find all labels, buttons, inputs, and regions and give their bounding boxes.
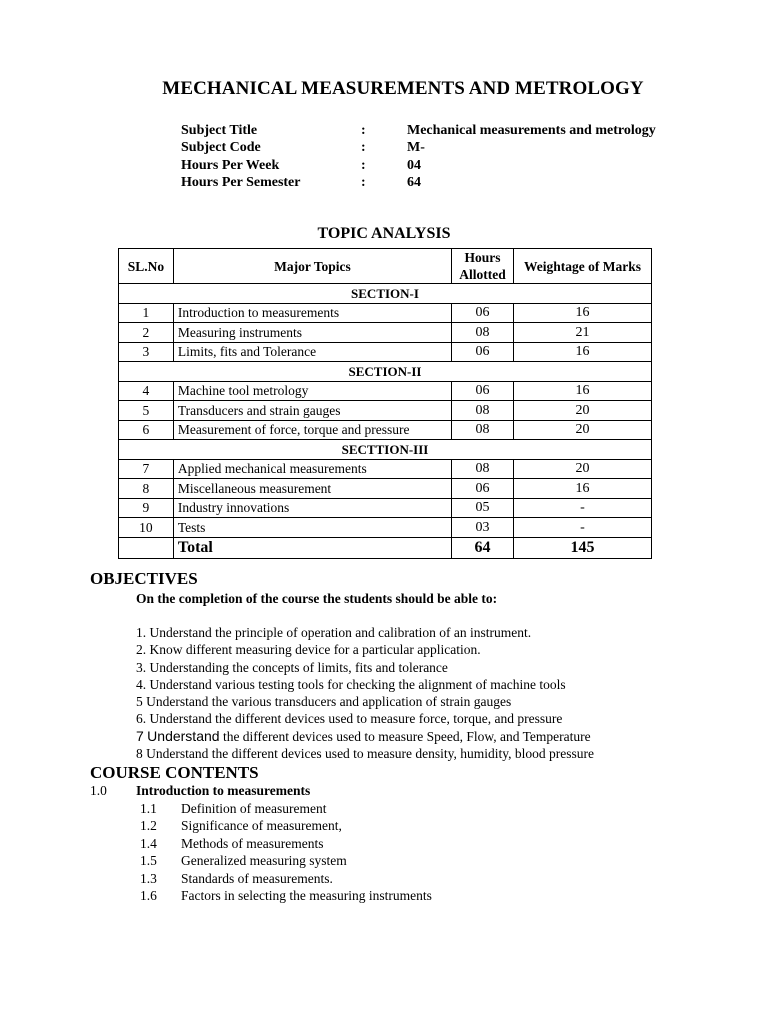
table-row xyxy=(119,498,652,518)
cell-topic: Machine tool metrology xyxy=(173,381,451,401)
cell-topic: Introduction to measurements xyxy=(173,303,451,323)
table-row xyxy=(119,518,652,538)
unit-title: Introduction to measurements xyxy=(136,783,311,798)
cell-weight: 16 xyxy=(513,381,651,401)
meta-label: Hours Per Semester xyxy=(181,174,301,190)
list-item xyxy=(136,745,594,762)
cell-topic: Measuring instruments xyxy=(173,323,451,343)
section-row xyxy=(119,284,652,304)
cell-topic: Limits, fits and Tolerance xyxy=(173,342,451,362)
list-item xyxy=(140,835,640,852)
cell-hours: 06 xyxy=(452,479,514,499)
cell-sl: 9 xyxy=(119,498,174,518)
objective-text: Know different measuring device for a particular application. xyxy=(149,642,481,658)
objectives-intro: On the completion of the course the students should be able to: xyxy=(136,591,498,606)
topic-analysis-heading: TOPIC ANALYSIS xyxy=(317,225,451,242)
subtopic-list xyxy=(140,800,640,904)
cell-sl: 6 xyxy=(119,420,174,440)
cell-weight: - xyxy=(513,518,651,538)
objective-text: Understand the principle of operation and calibration of an instrument. xyxy=(149,625,532,640)
list-item xyxy=(136,641,594,658)
table-row xyxy=(119,342,652,362)
subtopic-text: Generalized measuring system xyxy=(181,853,347,869)
subtopic-text: Significance of measurement, xyxy=(181,818,342,834)
cell-weight: 20 xyxy=(513,459,651,479)
objective-number: 3. xyxy=(136,659,147,675)
list-item xyxy=(136,624,594,641)
cell-weight: - xyxy=(513,498,651,518)
objective-number: 1. xyxy=(136,625,147,640)
topic-analysis-table xyxy=(118,248,652,559)
subtopic-number: 1.4 xyxy=(140,835,157,851)
cell-weight: 20 xyxy=(513,401,651,421)
table-row xyxy=(119,420,652,440)
meta-row-subject-code xyxy=(0,139,768,156)
objectives-heading: OBJECTIVES xyxy=(90,569,198,588)
meta-colon: : xyxy=(361,157,366,173)
unit-number: 1.0 xyxy=(90,783,107,798)
objective-number: 6. xyxy=(136,711,147,727)
total-row xyxy=(119,537,652,558)
meta-value: Mechanical measurements and metrology xyxy=(407,123,656,138)
meta-colon: : xyxy=(361,174,366,190)
subtopic-text: Definition of measurement xyxy=(181,801,327,816)
objective-number: 5 xyxy=(136,694,143,710)
meta-colon: : xyxy=(361,123,366,138)
cell-sl: 8 xyxy=(119,479,174,499)
cell-topic: Applied mechanical measurements xyxy=(173,459,451,479)
list-item xyxy=(136,659,594,676)
cell-topic: Measurement of force, torque and pressure xyxy=(173,420,451,440)
section-row xyxy=(119,362,652,382)
cell-hours: 03 xyxy=(452,518,514,538)
cell-hours: 08 xyxy=(452,323,514,343)
objective-number: 8 xyxy=(136,746,143,762)
subtopic-number: 1.6 xyxy=(140,887,157,903)
meta-value: 64 xyxy=(407,174,421,190)
total-weight: 145 xyxy=(513,537,651,558)
course-contents-heading: COURSE CONTENTS xyxy=(90,763,259,782)
section-label: SECTTION-III xyxy=(119,440,652,460)
cell-sl: 10 xyxy=(119,518,174,538)
objective-lead-word: Understand xyxy=(147,727,220,744)
subtopic-number: 1.1 xyxy=(140,801,157,816)
cell-weight: 16 xyxy=(513,479,651,499)
cell-hours: 06 xyxy=(452,381,514,401)
cell-hours: 08 xyxy=(452,459,514,479)
meta-colon: : xyxy=(361,140,366,156)
subtopic-number: 1.3 xyxy=(140,870,157,886)
table-row xyxy=(119,303,652,323)
cell-sl: 7 xyxy=(119,459,174,479)
meta-label: Hours Per Week xyxy=(181,157,280,173)
objective-text: Understanding the concepts of limits, fits and tolerance xyxy=(149,659,448,675)
cell-sl: 2 xyxy=(119,323,174,343)
cell-hours: 06 xyxy=(452,303,514,323)
table-row xyxy=(119,459,652,479)
cell-hours: 08 xyxy=(452,420,514,440)
subtopic-number: 1.2 xyxy=(140,818,157,834)
cell-sl: 4 xyxy=(119,381,174,401)
subject-meta xyxy=(0,122,768,191)
list-item xyxy=(140,817,640,834)
table-row xyxy=(119,381,652,401)
header-hours-allotted: Hours Allotted xyxy=(452,249,514,284)
total-label: Total xyxy=(173,537,451,558)
objective-number: 7 xyxy=(136,727,144,744)
list-item xyxy=(140,852,640,869)
cell-topic: Miscellaneous measurement xyxy=(173,479,451,499)
meta-value: M- xyxy=(407,140,425,156)
section-row xyxy=(119,440,652,460)
list-item xyxy=(140,800,640,817)
cell-hours: 05 xyxy=(452,498,514,518)
objective-number: 4. xyxy=(136,676,147,692)
section-label: SECTION-II xyxy=(119,362,652,382)
list-item xyxy=(140,887,640,904)
objective-text: Understand the different devices used to measure force, torque, and pressure xyxy=(149,711,563,727)
objectives-list xyxy=(136,624,594,762)
cell-sl: 3 xyxy=(119,342,174,362)
cell-topic: Tests xyxy=(173,518,451,538)
header-weightage: Weightage of Marks xyxy=(513,249,651,284)
table-row xyxy=(119,323,652,343)
subtopic-text: Methods of measurements xyxy=(181,835,324,851)
meta-label: Subject Title xyxy=(181,123,258,138)
cell-topic: Industry innovations xyxy=(173,498,451,518)
objective-text: the different devices used to measure Speed, Flow, and Temperature xyxy=(222,728,591,744)
list-item xyxy=(136,693,594,710)
cell-weight: 21 xyxy=(513,323,651,343)
objective-text: Understand the different devices used to measure density, humidity, blood pressure xyxy=(146,746,595,762)
list-item xyxy=(140,870,640,887)
total-hours: 64 xyxy=(452,537,514,558)
cell-weight: 20 xyxy=(513,420,651,440)
meta-row-subject-title xyxy=(0,122,768,139)
list-item xyxy=(136,728,594,745)
objective-text: Understand the various transducers and application of strain gauges xyxy=(146,694,512,710)
cell-sl: 5 xyxy=(119,401,174,421)
section-label: SECTION-I xyxy=(119,284,652,304)
subtopic-text: Factors in selecting the measuring instruments xyxy=(181,887,432,903)
list-item xyxy=(136,676,594,693)
cell-weight: 16 xyxy=(513,342,651,362)
cell-sl xyxy=(119,537,174,558)
subtopic-number: 1.5 xyxy=(140,853,157,869)
table-row xyxy=(119,479,652,499)
objective-number: 2. xyxy=(136,642,147,658)
meta-row-hours-per-semester xyxy=(0,174,768,191)
subtopic-text: Standards of measurements. xyxy=(181,870,333,886)
meta-label: Subject Code xyxy=(181,140,261,156)
cell-weight: 16 xyxy=(513,303,651,323)
cell-hours: 06 xyxy=(452,342,514,362)
cell-sl: 1 xyxy=(119,303,174,323)
header-sl-no: SL.No xyxy=(119,249,174,284)
header-major-topics: Major Topics xyxy=(173,249,451,284)
document-title: MECHANICAL MEASUREMENTS AND METROLOGY xyxy=(162,78,644,99)
meta-value: 04 xyxy=(407,157,421,173)
table-row xyxy=(119,401,652,421)
table-header-row xyxy=(119,249,652,284)
list-item xyxy=(136,710,594,727)
cell-topic: Transducers and strain gauges xyxy=(173,401,451,421)
meta-row-hours-per-week xyxy=(0,157,768,174)
objective-text: Understand various testing tools for checking the alignment of machine tools xyxy=(149,676,566,692)
cell-hours: 08 xyxy=(452,401,514,421)
